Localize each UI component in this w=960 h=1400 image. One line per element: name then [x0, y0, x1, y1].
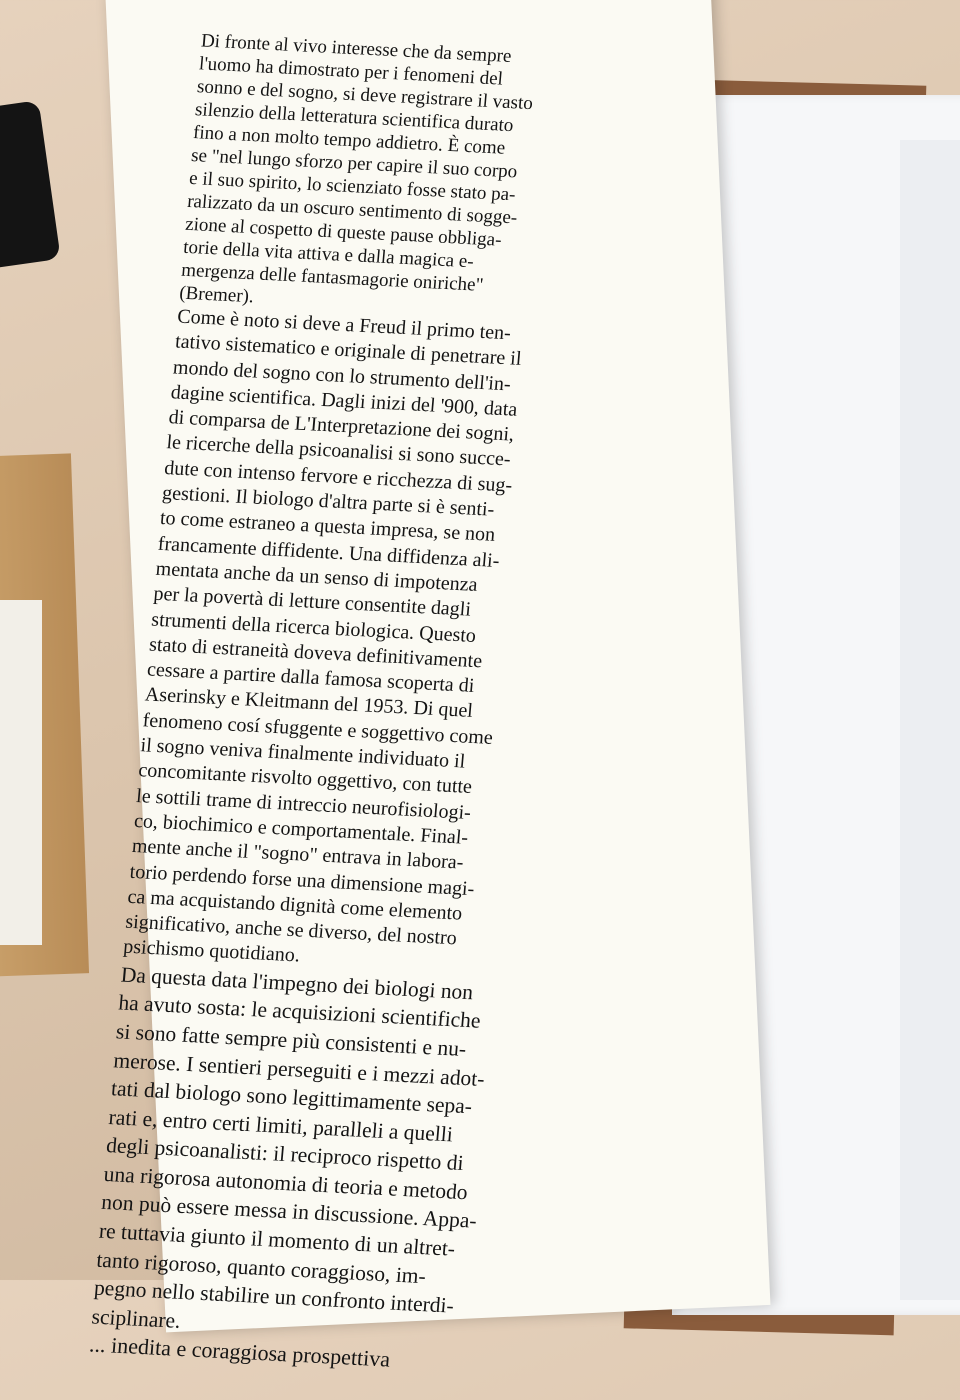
dust-jacket-flap	[88, 0, 770, 1372]
flap-text	[88, 29, 631, 1380]
flap-paragraph-3: Da questa data l'impegno dei biologi non ha avuto sosta: le acquisizioni scientifiche si sono fatte sempre più consistenti e nu- merose. I sentieri perseguiti e i mezzi adot- tati dal biologo sono legittimamente sepa- rati e, entro certi limiti, paralleli a quelli degli psicoanalisti: il reciproco rispetto di una rigorosa autonomia di teoria e metodo non può essere messa in discussione. Appa- re tuttavia giunto il momento di un altret- tanto rigoroso, quanto coraggioso, im- pegno nello stabilire un confronto interdi- sciplinare.	[90, 962, 486, 1333]
flap-paragraph-4: ... inedita e coraggiosa prospettiva	[88, 1331, 392, 1372]
flap-paragraph-1: Di fronte al vivo interesse che da sempre l'uomo ha dimostrato per i fenomeni del sonno e del sogno, si deve registrare il vasto silenzio della letteratura scientifica durato fino a non molto tempo addietro. È come se "nel lungo sforzo per capire il suo corpo e il suo spirito, lo scienziato fosse stato pa- ralizzato da un oscuro sentimento di sogge- zione al cospetto di queste pause obbliga- torie della vita attiva e dalla magica e- mergenza delle fantasmagorie oniriche" (Bremer).	[178, 30, 534, 308]
left-book-pages	[0, 600, 42, 945]
flap-paragraph-2: Come è noto si deve a Freud il primo ten- tativo sistematico e originale di penetrare il mondo del sogno con lo strumento dell'in- dagine scientifica. Dagli inizi del '900, data di comparsa de L'Interpretazione dei sogni, le ricerche della psicoanalisi si sono succe- dute con intenso fervore e ricchezza di sug- gestioni. Il biologo d'altra parte si è senti- to come estraneo a questa impresa, se non francamente diffidente. Una diffidenza ali- mentata anche da un senso di impotenza per la povertà di letture consentite dagli strumenti della ricerca biologica. Questo stato di estraneità doveva definitivamente cessare a partire dalla famosa scoperta di Aserinsky e Kleitmann del 1953. Di quel fenomeno cosí sfuggente e soggettivo come il sogno veniva finalmente individuato il concomitante risvolto oggettivo, con tutte le sottili trame di intreccio neurofisiologi- co, biochimico e comportamentale. Final- mente anche il "sogno" entrava in labora- torio perdendo forse una dimensione magi- ca ma acquistando dignità come elemento significativo, anche se diverso, del nostro psichismo quotidiano.	[122, 305, 523, 967]
book-edge	[900, 140, 960, 1300]
